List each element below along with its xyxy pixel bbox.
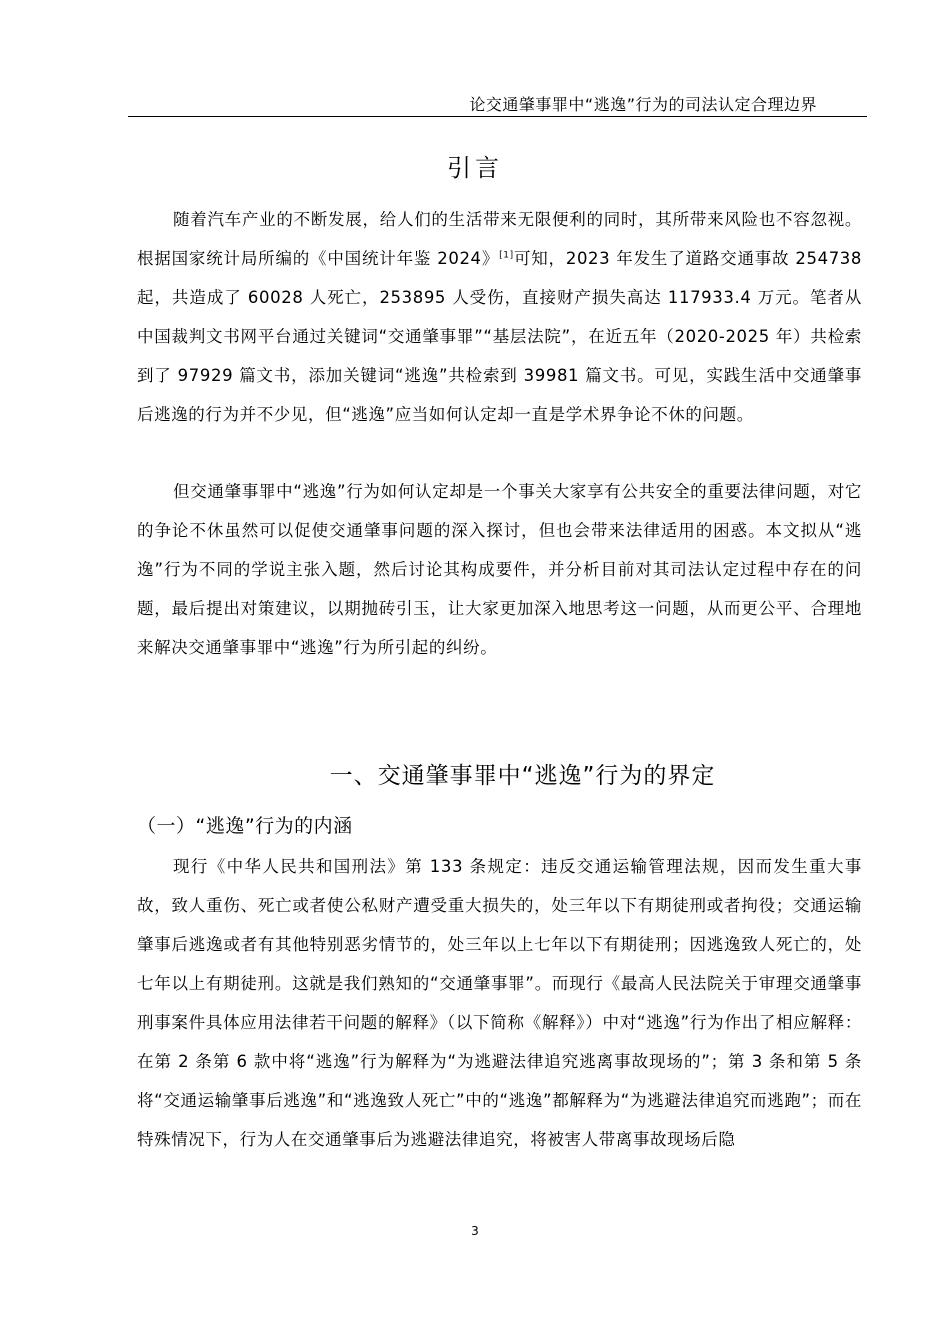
intro-paragraph-1	[137, 200, 862, 434]
intro-paragraph-1-part-a: 随着汽车产业的不断发展，给人们的生活带来无限便利的同时，其所带来风险也不容忽视。根据国家统计局所编的《中国统计年鉴 2024》	[137, 210, 862, 268]
subsection-heading: （一）“逃逸”行为的内涵	[137, 815, 353, 837]
running-header: 论交通肇事罪中“逃逸”行为的司法认定合理边界	[469, 95, 817, 114]
page-number: 3	[471, 1224, 479, 1238]
intro-paragraph-1-part-b: 可知，2023 年发生了道路交通事故 254738 起，共造成了 60028 人死亡，253895 人受伤，直接财产损失高达 117933.4 万元。笔者从中国裁判文书网平台通过关键词“交通肇事罪”“基层法院”，在近五年（2020-2025 年）共检索到了 97929 篇文书，添加关键词“逃逸”共检索到 39981 篇文书。可见，实践生活中交通肇事后逃逸的行为并不少见，但“逃逸”应当如何认定却一直是学术界争论不休的问题。	[137, 249, 863, 424]
header-rule	[128, 116, 867, 117]
section-heading: 一、交通肇事罪中“逃逸”行为的界定	[329, 763, 716, 789]
intro-heading: 引言	[447, 154, 503, 182]
section-paragraph-1: 现行《中华人民共和国刑法》第 133 条规定：违反交通运输管理法规，因而发生重大事故，致人重伤、死亡或者使公私财产遭受重大损失的，处三年以下有期徒刑或者拘役；交通运输肇事后逃逸或者有其他特别恶劣情节的，处三年以上七年以下有期徒刑；因逃逸致人死亡的，处七年以上有期徒刑。这就是我们熟知的“交通肇事罪”。而现行《最高人民法院关于审理交通肇事刑事案件具体应用法律若干问题的解释》（以下简称《解释》）中对“逃逸”行为作出了相应解释：在第 2 条第 6 款中将“逃逸”行为解释为“为逃避法律追究逃离事故现场的”；第 3 条和第 5 条将“交通运输肇事后逃逸”和“逃逸致人死亡”中的“逃逸”都解释为“为逃避法律追究而逃跑”；而在特殊情况下，行为人在交通肇事后为逃避法律追究，将被害人带离事故现场后隐	[137, 857, 862, 1149]
citation-mark: [1]	[499, 250, 514, 261]
intro-paragraph-2: 但交通肇事罪中“逃逸”行为如何认定却是一个事关大家享有公共安全的重要法律问题，对它的争论不休虽然可以促使交通肇事问题的深入探讨，但也会带来法律适用的困惑。本文拟从“逃逸”行为不同的学说主张入题，然后讨论其构成要件，并分析目前对其司法认定过程中存在的问题，最后提出对策建议，以期抛砖引玉，让大家更加深入地思考这一问题，从而更公平、合理地来解决交通肇事罪中“逃逸”行为所引起的纠纷。	[137, 482, 862, 657]
